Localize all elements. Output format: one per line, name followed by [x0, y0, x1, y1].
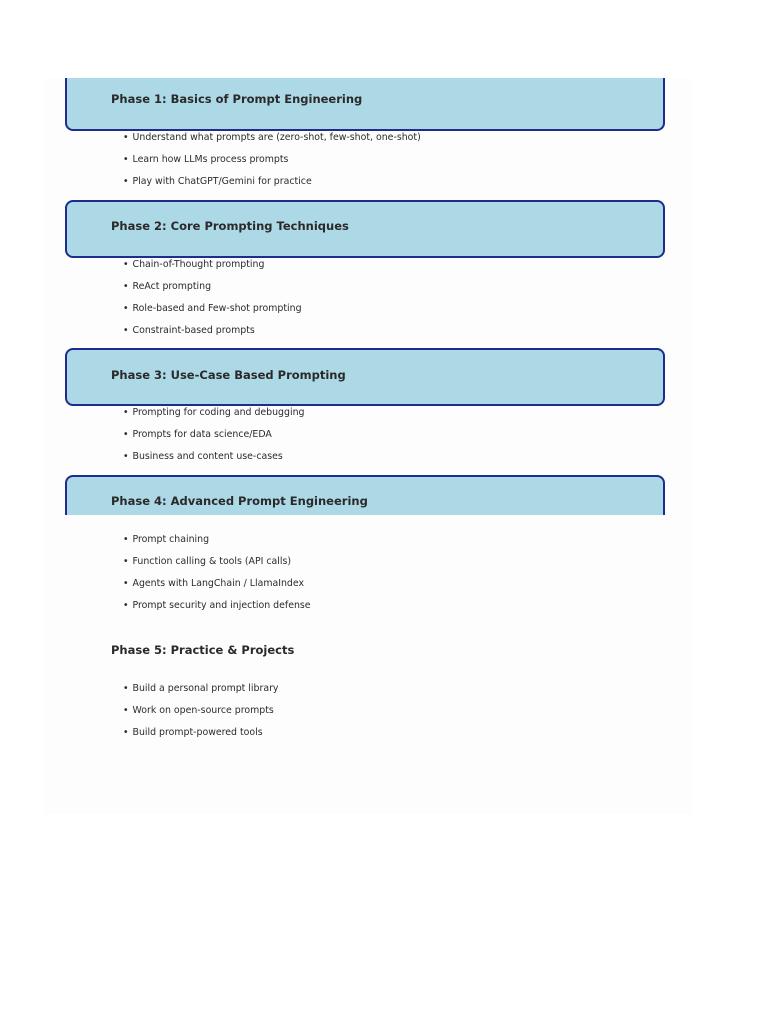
phase-4-item-1: • Prompt chaining	[123, 534, 210, 545]
phase-3-item-3: • Business and content use-cases	[123, 451, 283, 462]
phase-4-item-2: • Function calling & tools (API calls)	[123, 556, 291, 567]
phase-1-item-2: • Learn how LLMs process prompts	[123, 154, 289, 165]
phase-3-title: Phase 3: Use-Case Based Prompting	[111, 368, 346, 382]
phase-4-item-3: • Agents with LangChain / LlamaIndex	[123, 578, 305, 589]
document-page	[44, 78, 692, 814]
phase-5-item-1: • Build a personal prompt library	[123, 683, 279, 694]
phase-2-item-1: • Chain-of-Thought prompting	[123, 259, 265, 270]
phase-3-item-2: • Prompts for data science/EDA	[123, 429, 272, 440]
phase-5-item-3: • Build prompt-powered tools	[123, 727, 263, 738]
phase-3-item-1: • Prompting for coding and debugging	[123, 407, 305, 418]
phase-5-item-2: • Work on open-source prompts	[123, 705, 274, 716]
phase-1-item-3: • Play with ChatGPT/Gemini for practice	[123, 176, 312, 187]
phase-4-title: Phase 4: Advanced Prompt Engineering	[111, 494, 368, 508]
phase-5-title: Phase 5: Practice & Projects	[111, 643, 295, 657]
phase-2-item-4: • Constraint-based prompts	[123, 325, 255, 336]
phase-4-item-4: • Prompt security and injection defense	[123, 600, 311, 611]
phase-1-title: Phase 1: Basics of Prompt Engineering	[111, 92, 363, 106]
phase-2-item-2: • ReAct prompting	[123, 281, 212, 292]
phase-1-item-1: • Understand what prompts are (zero-shot, few-shot, one-shot)	[123, 132, 421, 143]
phase-2-title: Phase 2: Core Prompting Techniques	[111, 219, 349, 233]
phase-2-item-3: • Role-based and Few-shot prompting	[123, 303, 302, 314]
